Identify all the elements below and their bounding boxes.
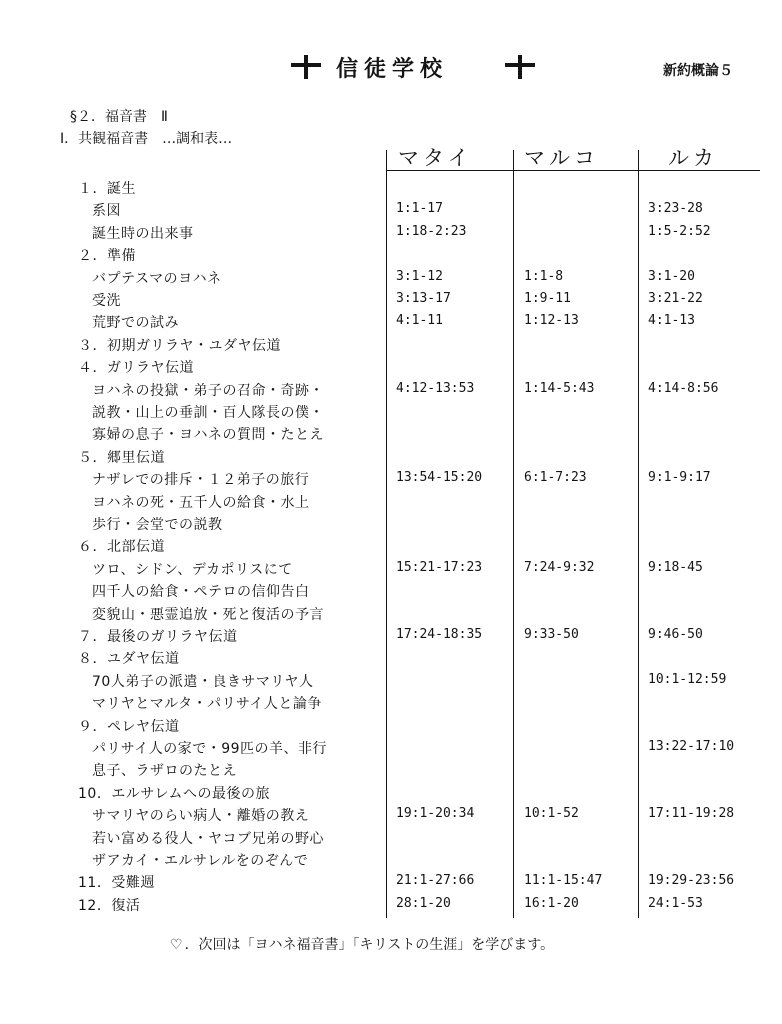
mark-ref: 16:1-20 xyxy=(524,895,579,911)
mark-ref: 10:1-52 xyxy=(524,806,579,822)
row-label: 変貌山・悪霊追放・死と復活の予言 xyxy=(92,606,324,623)
column-header-luke: ルカ xyxy=(668,146,718,170)
matthew-ref: 4:12-13:53 xyxy=(396,380,475,396)
luke-ref: 10:1-12:59 xyxy=(648,671,727,687)
column-header-mark: マルコ xyxy=(524,146,599,170)
table-row xyxy=(0,738,782,760)
table-row xyxy=(0,223,782,245)
table-row xyxy=(0,693,782,715)
luke-ref: 4:1-13 xyxy=(648,313,695,329)
table-row xyxy=(0,604,782,626)
table-row xyxy=(0,335,782,357)
row-label: 四千人の給食・ペテロの信仰告白 xyxy=(92,584,310,601)
row-label: 12．復活 xyxy=(78,897,141,914)
row-label: ２．準備 xyxy=(78,248,136,265)
luke-ref: 3:21-22 xyxy=(648,291,703,306)
table-row xyxy=(0,469,782,491)
matthew-ref: 15:21-17:23 xyxy=(396,559,483,575)
table-row xyxy=(0,671,782,693)
row-label: マリヤとマルタ・パリサイ人と論争 xyxy=(92,696,322,713)
table-row xyxy=(0,447,782,469)
luke-ref: 1:5-2:52 xyxy=(648,223,711,239)
row-label: ヨハネの死・五千人の給食・水上 xyxy=(92,494,310,511)
matthew-ref: 1:1-17 xyxy=(396,201,443,217)
matthew-ref: 3:1-12 xyxy=(396,268,443,284)
luke-ref: 4:14-8:56 xyxy=(648,380,719,396)
row-label: 70人弟子の派遣・良きサマリヤ人 xyxy=(92,673,314,690)
row-label: 説教・山上の垂訓・百人隊長の僕・ xyxy=(92,405,324,421)
table-row xyxy=(0,178,782,200)
cross-icon xyxy=(291,55,321,79)
table-header-rule xyxy=(386,170,760,171)
luke-ref: 17:11-19:28 xyxy=(648,806,735,822)
mark-ref: 6:1-7:23 xyxy=(524,470,587,486)
table-row xyxy=(0,492,782,514)
luke-ref: 3:1-20 xyxy=(648,268,695,284)
row-label: ６．北部伝道 xyxy=(78,539,165,556)
row-label: ３．初期ガリラヤ・ユダヤ伝道 xyxy=(78,337,281,354)
luke-ref: 9:18-45 xyxy=(648,559,703,575)
matthew-ref: 19:1-20:34 xyxy=(396,806,475,822)
cross-icon xyxy=(505,55,535,79)
table-row xyxy=(0,536,782,558)
row-label: １．誕生 xyxy=(78,181,136,197)
row-label: 11．受難週 xyxy=(78,875,155,892)
mark-ref: 1:12-13 xyxy=(524,313,579,329)
table-row xyxy=(0,895,782,917)
luke-ref: 24:1-53 xyxy=(648,895,703,911)
mark-ref: 1:1-8 xyxy=(524,268,564,284)
row-label: ５．郷里伝道 xyxy=(78,449,165,466)
table-row xyxy=(0,828,782,850)
matthew-ref: 17:24-18:35 xyxy=(396,627,483,642)
table-row xyxy=(0,402,782,424)
table-row xyxy=(0,559,782,581)
row-label: ツロ、シドン、デカポリスにて xyxy=(92,561,293,578)
row-label: 若い富める役人・ヤコブ兄弟の野心 xyxy=(92,830,324,847)
mark-ref: 11:1-15:47 xyxy=(524,873,603,889)
page-title: 信徒学校 xyxy=(336,57,449,82)
row-label: 息子、ラザロのたとえ xyxy=(92,763,237,780)
row-label: 誕生時の出来事 xyxy=(92,225,194,242)
footer-text: ．次回は「ヨハネ福音書」「キリストの生涯」を学びます。 xyxy=(184,937,555,953)
row-label: ナザレでの排斥・１２弟子の旅行 xyxy=(92,472,310,489)
heart-icon: ♡ xyxy=(170,937,183,953)
table-row xyxy=(0,760,782,782)
table-row xyxy=(0,716,782,738)
row-label: ４．ガリラヤ伝道 xyxy=(78,360,194,377)
table-row xyxy=(0,872,782,894)
table-row xyxy=(0,380,782,402)
matthew-ref: 4:1-11 xyxy=(396,313,443,329)
table-row xyxy=(0,312,782,334)
mark-ref: 7:24-9:32 xyxy=(524,559,595,575)
subsection-heading: Ⅰ．共観福音書 …調和表… xyxy=(60,131,233,147)
table-row xyxy=(0,783,782,805)
row-label: ９．ペレヤ伝道 xyxy=(78,718,180,735)
table-row xyxy=(0,268,782,290)
row-label: 歩行・会堂での説教 xyxy=(92,517,223,533)
mark-ref: 1:9-11 xyxy=(524,291,571,306)
subject-label: 新約概論５ xyxy=(663,63,733,79)
row-label: 寡婦の息子・ヨハネの質問・たとえ xyxy=(92,427,324,444)
row-label: バプテスマのヨハネ xyxy=(92,270,222,287)
mark-ref: 1:14-5:43 xyxy=(524,380,595,396)
table-row xyxy=(0,290,782,312)
row-label: 10．エルサレムへの最後の旅 xyxy=(78,785,270,802)
luke-ref: 19:29-23:56 xyxy=(648,873,735,889)
row-label: 荒野での試み xyxy=(92,315,179,332)
luke-ref: 13:22-17:10 xyxy=(648,739,735,754)
row-label: パリサイ人の家で・99匹の羊、非行 xyxy=(92,741,328,757)
matthew-ref: 13:54-15:20 xyxy=(396,470,483,486)
luke-ref: 9:1-9:17 xyxy=(648,470,711,486)
matthew-ref: 28:1-20 xyxy=(396,895,451,911)
table-row xyxy=(0,424,782,446)
table-row xyxy=(0,626,782,648)
column-header-matthew: マタイ xyxy=(398,146,473,170)
row-label: ヨハネの投獄・弟子の召命・奇跡・ xyxy=(92,382,324,399)
table-row xyxy=(0,514,782,536)
matthew-ref: 21:1-27:66 xyxy=(396,873,475,889)
table-row xyxy=(0,200,782,222)
luke-ref: 9:46-50 xyxy=(648,627,703,642)
table-row xyxy=(0,850,782,872)
row-label: ザアカイ・エルサレルをのぞんで xyxy=(92,853,309,869)
table-row xyxy=(0,357,782,379)
table-row xyxy=(0,648,782,670)
row-label: ７．最後のガリラヤ伝道 xyxy=(78,629,238,645)
matthew-ref: 3:13-17 xyxy=(396,291,451,306)
table-row xyxy=(0,805,782,827)
row-label: ８．ユダヤ伝道 xyxy=(78,651,180,668)
row-label: 受洗 xyxy=(92,293,121,309)
footer-note xyxy=(170,934,554,954)
row-label: 系図 xyxy=(92,203,121,220)
matthew-ref: 1:18-2:23 xyxy=(396,223,467,239)
table-row xyxy=(0,245,782,267)
luke-ref: 3:23-28 xyxy=(648,201,703,217)
row-label: サマリヤのらい病人・離婚の教え xyxy=(92,808,310,825)
section-heading: §２．福音書 Ⅱ xyxy=(70,109,168,125)
table-row xyxy=(0,581,782,603)
mark-ref: 9:33-50 xyxy=(524,627,579,642)
